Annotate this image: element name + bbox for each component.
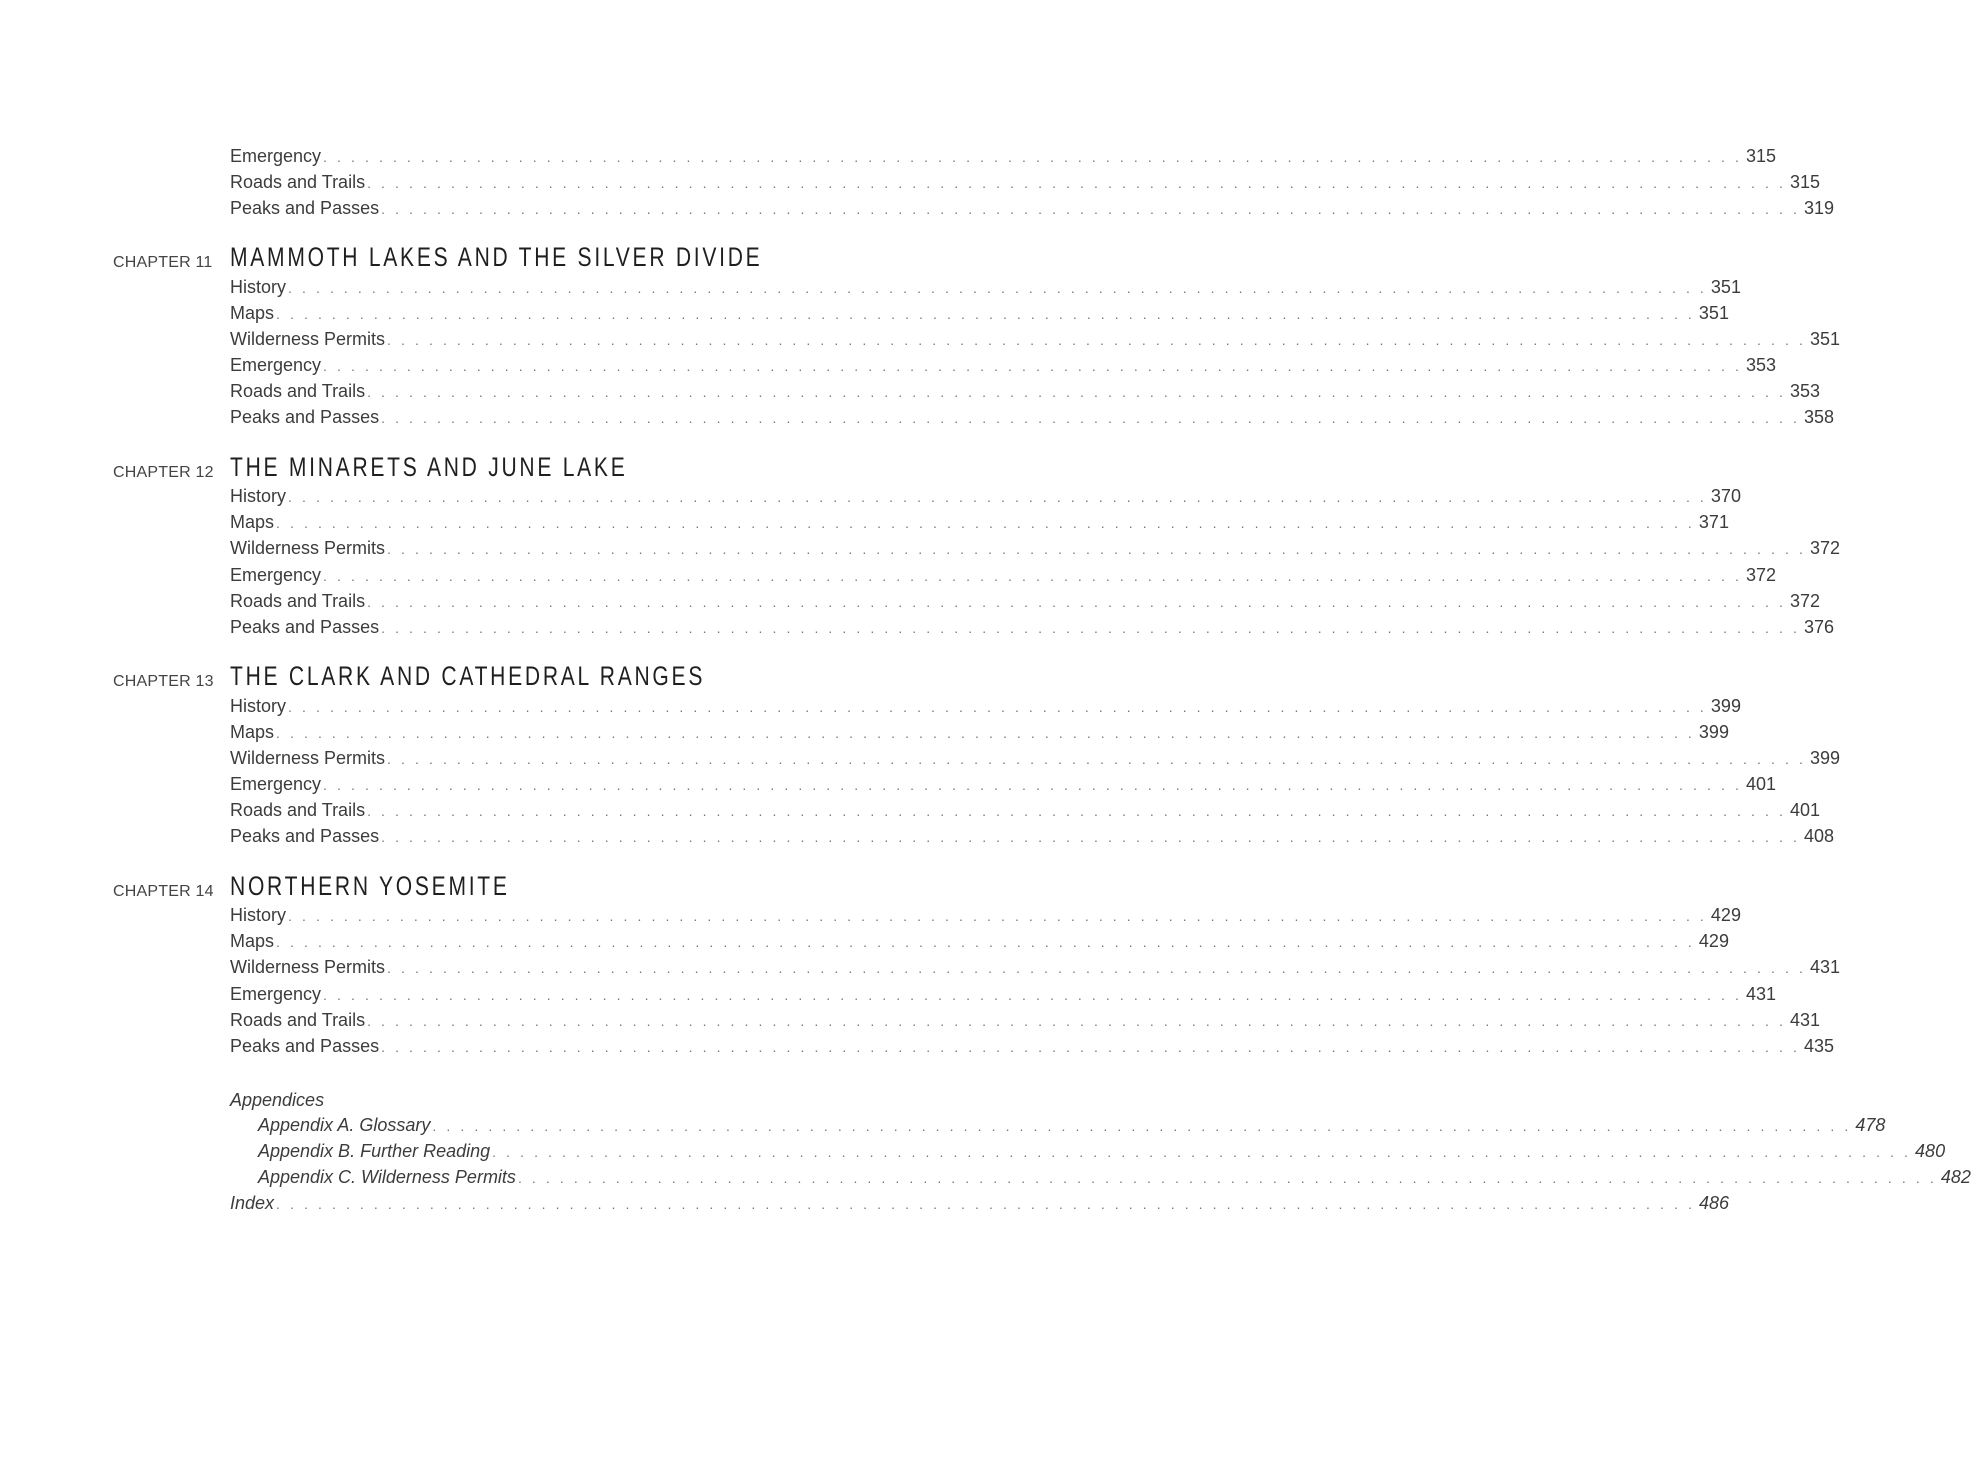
entry-page: 376 — [1804, 617, 1835, 637]
toc-entry[interactable] — [230, 957, 1840, 983]
entry-label: Peaks and Passes — [230, 1036, 380, 1056]
chapter-title[interactable]: NORTHERN YOSEMITE — [230, 871, 510, 901]
dot-leader: . . . . . . . . . . . . . . . . . . . . . . . . . . . . . . . . . . . . . . . . . . . . . . . . . . . . . . . . . . . . . . . . . . . . . . . . . . . . . . . . . . . . . . . . . . . . . . . . . . . . . . — [323, 358, 1742, 374]
entry-label: Appendix C. Wilderness Permits — [258, 1167, 516, 1187]
dot-leader: . . . . . . . . . . . . . . . . . . . . . . . . . . . . . . . . . . . . . . . . . . . . . . . . . . . . . . . . . . . . . . . . . . . . . . . . . . . . . . . . . . . . . . . . . . . . . . . . . . . . . . — [367, 594, 1786, 610]
entry-label: Index — [230, 1193, 275, 1213]
entry-page: 431 — [1809, 957, 1840, 977]
entry-label: Emergency — [230, 355, 322, 375]
entry-label: Wilderness Permits — [230, 329, 386, 349]
toc-entry[interactable] — [230, 146, 1776, 172]
entry-page: 431 — [1745, 984, 1776, 1004]
entry-label: Roads and Trails — [230, 1010, 366, 1030]
entry-page: 351 — [1710, 277, 1741, 297]
toc-entry[interactable] — [230, 617, 1835, 643]
entry-label: History — [230, 486, 287, 506]
entry-page: 351 — [1698, 303, 1729, 323]
entry-page: 408 — [1804, 826, 1835, 846]
dot-leader: . . . . . . . . . . . . . . . . . . . . . . . . . . . . . . . . . . . . . . . . . . . . . . . . . . . . . . . . . . . . . . . . . . . . . . . . . . . . . . . . . . . . . . . . . . . . . . . . . . . . . . — [323, 149, 1742, 165]
toc-entry[interactable] — [230, 538, 1840, 564]
dot-leader: . . . . . . . . . . . . . . . . . . . . . . . . . . . . . . . . . . . . . . . . . . . . . . . . . . . . . . . . . . . . . . . . . . . . . . . . . . . . . . . . . . . . . . . . . . . . . . . . . . . . . . — [367, 384, 1786, 400]
entry-page: 399 — [1710, 696, 1741, 716]
entry-page: 371 — [1698, 512, 1729, 532]
toc-entry[interactable] — [230, 565, 1776, 591]
toc-entry[interactable] — [230, 1036, 1835, 1062]
entry-page: 351 — [1809, 329, 1840, 349]
dot-leader: . . . . . . . . . . . . . . . . . . . . . . . . . . . . . . . . . . . . . . . . . . . . . . . . . . . . . . . . . . . . . . . . . . . . . . . . . . . . . . . . . . . . . . . . . . . . . . . . . . . . . . — [276, 934, 1695, 950]
toc-entry[interactable] — [230, 172, 1821, 198]
toc-entry[interactable] — [230, 591, 1821, 617]
dot-leader: . . . . . . . . . . . . . . . . . . . . . . . . . . . . . . . . . . . . . . . . . . . . . . . . . . . . . . . . . . . . . . . . . . . . . . . . . . . . . . . . . . . . . . . . . . . . . . . . . . . . . . — [432, 1118, 1852, 1134]
entry-label: Emergency — [230, 565, 322, 585]
entry-label: History — [230, 277, 287, 297]
entry-label: Wilderness Permits — [230, 957, 386, 977]
toc-entry[interactable] — [230, 722, 1729, 748]
toc-entry-index[interactable] — [230, 1193, 1729, 1219]
entry-page: 372 — [1809, 538, 1840, 558]
entry-label: Emergency — [230, 774, 322, 794]
toc-entry[interactable] — [230, 355, 1776, 381]
entry-page: 482 — [1940, 1167, 1971, 1187]
entry-page: 401 — [1789, 800, 1821, 820]
dot-leader: . . . . . . . . . . . . . . . . . . . . . . . . . . . . . . . . . . . . . . . . . . . . . . . . . . . . . . . . . . . . . . . . . . . . . . . . . . . . . . . . . . . . . . . . . . . . . . . . . . . . . . — [276, 725, 1695, 741]
dot-leader: . . . . . . . . . . . . . . . . . . . . . . . . . . . . . . . . . . . . . . . . . . . . . . . . . . . . . . . . . . . . . . . . . . . . . . . . . . . . . . . . . . . . . . . . . . . . . . . . . . . . . . — [381, 620, 1800, 636]
dot-leader: . . . . . . . . . . . . . . . . . . . . . . . . . . . . . . . . . . . . . . . . . . . . . . . . . . . . . . . . . . . . . . . . . . . . . . . . . . . . . . . . . . . . . . . . . . . . . . . . . . . . . . — [288, 908, 1707, 924]
dot-leader: . . . . . . . . . . . . . . . . . . . . . . . . . . . . . . . . . . . . . . . . . . . . . . . . . . . . . . . . . . . . . . . . . . . . . . . . . . . . . . . . . . . . . . . . . . . . . . . . . . . . . . — [517, 1170, 1937, 1186]
dot-leader: . . . . . . . . . . . . . . . . . . . . . . . . . . . . . . . . . . . . . . . . . . . . . . . . . . . . . . . . . . . . . . . . . . . . . . . . . . . . . . . . . . . . . . . . . . . . . . . . . . . . . . — [276, 306, 1695, 322]
chapter-number: CHAPTER 13 — [113, 673, 214, 690]
dot-leader: . . . . . . . . . . . . . . . . . . . . . . . . . . . . . . . . . . . . . . . . . . . . . . . . . . . . . . . . . . . . . . . . . . . . . . . . . . . . . . . . . . . . . . . . . . . . . . . . . . . . . . — [323, 568, 1742, 584]
dot-leader: . . . . . . . . . . . . . . . . . . . . . . . . . . . . . . . . . . . . . . . . . . . . . . . . . . . . . . . . . . . . . . . . . . . . . . . . . . . . . . . . . . . . . . . . . . . . . . . . . . . . . . — [323, 987, 1742, 1003]
entry-page: 435 — [1804, 1036, 1835, 1056]
dot-leader: . . . . . . . . . . . . . . . . . . . . . . . . . . . . . . . . . . . . . . . . . . . . . . . . . . . . . . . . . . . . . . . . . . . . . . . . . . . . . . . . . . . . . . . . . . . . . . . . . . . . . . — [381, 1039, 1800, 1055]
entry-page: 358 — [1804, 407, 1835, 427]
entry-label: History — [230, 905, 287, 925]
entry-label: Emergency — [230, 146, 322, 166]
entry-page: 372 — [1745, 565, 1776, 585]
entry-label: Peaks and Passes — [230, 407, 380, 427]
entry-page: 353 — [1745, 355, 1776, 375]
toc-entry[interactable] — [230, 198, 1835, 224]
entry-page: 431 — [1789, 1010, 1821, 1030]
entry-label: Wilderness Permits — [230, 538, 386, 558]
toc-entry[interactable] — [230, 407, 1835, 433]
dot-leader: . . . . . . . . . . . . . . . . . . . . . . . . . . . . . . . . . . . . . . . . . . . . . . . . . . . . . . . . . . . . . . . . . . . . . . . . . . . . . . . . . . . . . . . . . . . . . . . . . . . . . . — [288, 489, 1707, 505]
toc-entry[interactable] — [230, 486, 1741, 512]
dot-leader: . . . . . . . . . . . . . . . . . . . . . . . . . . . . . . . . . . . . . . . . . . . . . . . . . . . . . . . . . . . . . . . . . . . . . . . . . . . . . . . . . . . . . . . . . . . . . . . . . . . . . . — [276, 1196, 1695, 1212]
chapter-title[interactable]: THE MINARETS AND JUNE LAKE — [230, 452, 628, 482]
entry-label: Peaks and Passes — [230, 617, 380, 637]
entry-page: 429 — [1698, 931, 1729, 951]
chapter-number: CHAPTER 12 — [113, 464, 214, 481]
dot-leader: . . . . . . . . . . . . . . . . . . . . . . . . . . . . . . . . . . . . . . . . . . . . . . . . . . . . . . . . . . . . . . . . . . . . . . . . . . . . . . . . . . . . . . . . . . . . . . . . . . . . . . — [381, 829, 1800, 845]
dot-leader: . . . . . . . . . . . . . . . . . . . . . . . . . . . . . . . . . . . . . . . . . . . . . . . . . . . . . . . . . . . . . . . . . . . . . . . . . . . . . . . . . . . . . . . . . . . . . . . . . . . . . . — [387, 332, 1806, 348]
entry-label: Maps — [230, 512, 275, 532]
toc-entry[interactable] — [230, 931, 1729, 957]
entry-page: 315 — [1745, 146, 1776, 166]
dot-leader: . . . . . . . . . . . . . . . . . . . . . . . . . . . . . . . . . . . . . . . . . . . . . . . . . . . . . . . . . . . . . . . . . . . . . . . . . . . . . . . . . . . . . . . . . . . . . . . . . . . . . . — [288, 280, 1707, 296]
toc-entry[interactable] — [258, 1141, 1946, 1167]
entry-page: 429 — [1710, 905, 1741, 925]
dot-leader: . . . . . . . . . . . . . . . . . . . . . . . . . . . . . . . . . . . . . . . . . . . . . . . . . . . . . . . . . . . . . . . . . . . . . . . . . . . . . . . . . . . . . . . . . . . . . . . . . . . . . . — [387, 541, 1806, 557]
entry-label: Maps — [230, 303, 275, 323]
toc-entry[interactable] — [230, 774, 1776, 800]
toc-entry[interactable] — [230, 905, 1741, 931]
entry-label: Appendix B. Further Reading — [258, 1141, 491, 1161]
dot-leader: . . . . . . . . . . . . . . . . . . . . . . . . . . . . . . . . . . . . . . . . . . . . . . . . . . . . . . . . . . . . . . . . . . . . . . . . . . . . . . . . . . . . . . . . . . . . . . . . . . . . . . — [381, 201, 1800, 217]
entry-page: 353 — [1789, 381, 1821, 401]
entry-label: Emergency — [230, 984, 322, 1004]
chapter-title[interactable]: THE CLARK AND CATHEDRAL RANGES — [230, 661, 706, 691]
entry-label: Appendix A. Glossary — [258, 1115, 431, 1135]
entry-page: 480 — [1915, 1141, 1946, 1161]
entry-label: History — [230, 696, 287, 716]
dot-leader: . . . . . . . . . . . . . . . . . . . . . . . . . . . . . . . . . . . . . . . . . . . . . . . . . . . . . . . . . . . . . . . . . . . . . . . . . . . . . . . . . . . . . . . . . . . . . . . . . . . . . . — [387, 751, 1806, 767]
entry-label: Peaks and Passes — [230, 198, 380, 218]
dot-leader: . . . . . . . . . . . . . . . . . . . . . . . . . . . . . . . . . . . . . . . . . . . . . . . . . . . . . . . . . . . . . . . . . . . . . . . . . . . . . . . . . . . . . . . . . . . . . . . . . . . . . . — [492, 1144, 1912, 1160]
entry-page: 372 — [1789, 591, 1821, 611]
toc-entry[interactable] — [258, 1167, 1971, 1193]
entry-label: Wilderness Permits — [230, 748, 386, 768]
dot-leader: . . . . . . . . . . . . . . . . . . . . . . . . . . . . . . . . . . . . . . . . . . . . . . . . . . . . . . . . . . . . . . . . . . . . . . . . . . . . . . . . . . . . . . . . . . . . . . . . . . . . . . — [288, 699, 1707, 715]
entry-page: 370 — [1710, 486, 1741, 506]
chapter-number: CHAPTER 14 — [113, 883, 214, 900]
entry-page: 315 — [1789, 172, 1821, 192]
dot-leader: . . . . . . . . . . . . . . . . . . . . . . . . . . . . . . . . . . . . . . . . . . . . . . . . . . . . . . . . . . . . . . . . . . . . . . . . . . . . . . . . . . . . . . . . . . . . . . . . . . . . . . — [323, 777, 1742, 793]
toc-entry[interactable] — [230, 800, 1821, 826]
toc-entry[interactable] — [230, 1010, 1821, 1036]
toc-entry[interactable] — [230, 381, 1821, 407]
entry-label: Roads and Trails — [230, 591, 366, 611]
entry-label: Roads and Trails — [230, 381, 366, 401]
toc-entry[interactable] — [258, 1115, 1886, 1141]
dot-leader: . . . . . . . . . . . . . . . . . . . . . . . . . . . . . . . . . . . . . . . . . . . . . . . . . . . . . . . . . . . . . . . . . . . . . . . . . . . . . . . . . . . . . . . . . . . . . . . . . . . . . . — [381, 410, 1800, 426]
dot-leader: . . . . . . . . . . . . . . . . . . . . . . . . . . . . . . . . . . . . . . . . . . . . . . . . . . . . . . . . . . . . . . . . . . . . . . . . . . . . . . . . . . . . . . . . . . . . . . . . . . . . . . — [387, 960, 1806, 976]
dot-leader: . . . . . . . . . . . . . . . . . . . . . . . . . . . . . . . . . . . . . . . . . . . . . . . . . . . . . . . . . . . . . . . . . . . . . . . . . . . . . . . . . . . . . . . . . . . . . . . . . . . . . . — [367, 1013, 1786, 1029]
entry-page: 399 — [1698, 722, 1729, 742]
entry-label: Maps — [230, 931, 275, 951]
entry-label: Roads and Trails — [230, 800, 366, 820]
toc-entry[interactable] — [230, 748, 1840, 774]
toc-entry[interactable] — [230, 512, 1729, 538]
toc-entry[interactable] — [230, 303, 1729, 329]
entry-page: 319 — [1804, 198, 1835, 218]
dot-leader: . . . . . . . . . . . . . . . . . . . . . . . . . . . . . . . . . . . . . . . . . . . . . . . . . . . . . . . . . . . . . . . . . . . . . . . . . . . . . . . . . . . . . . . . . . . . . . . . . . . . . . — [276, 515, 1695, 531]
entry-page: 486 — [1698, 1193, 1729, 1213]
toc-entry[interactable] — [230, 984, 1776, 1010]
entry-page: 478 — [1855, 1115, 1886, 1135]
dot-leader: . . . . . . . . . . . . . . . . . . . . . . . . . . . . . . . . . . . . . . . . . . . . . . . . . . . . . . . . . . . . . . . . . . . . . . . . . . . . . . . . . . . . . . . . . . . . . . . . . . . . . . — [367, 803, 1786, 819]
appendices-heading: Appendices — [230, 1090, 325, 1110]
toc-entry[interactable] — [230, 826, 1835, 852]
toc-entry[interactable] — [230, 329, 1840, 355]
entry-page: 401 — [1745, 774, 1776, 794]
entry-page: 399 — [1809, 748, 1840, 768]
entry-label: Roads and Trails — [230, 172, 366, 192]
dot-leader: . . . . . . . . . . . . . . . . . . . . . . . . . . . . . . . . . . . . . . . . . . . . . . . . . . . . . . . . . . . . . . . . . . . . . . . . . . . . . . . . . . . . . . . . . . . . . . . . . . . . . . — [367, 175, 1786, 191]
entry-label: Peaks and Passes — [230, 826, 380, 846]
toc-entry[interactable] — [230, 696, 1741, 722]
toc-entry[interactable] — [230, 277, 1741, 303]
entry-label: Maps — [230, 722, 275, 742]
chapter-title[interactable]: MAMMOTH LAKES AND THE SILVER DIVIDE — [230, 242, 763, 272]
chapter-number: CHAPTER 11 — [113, 254, 213, 271]
